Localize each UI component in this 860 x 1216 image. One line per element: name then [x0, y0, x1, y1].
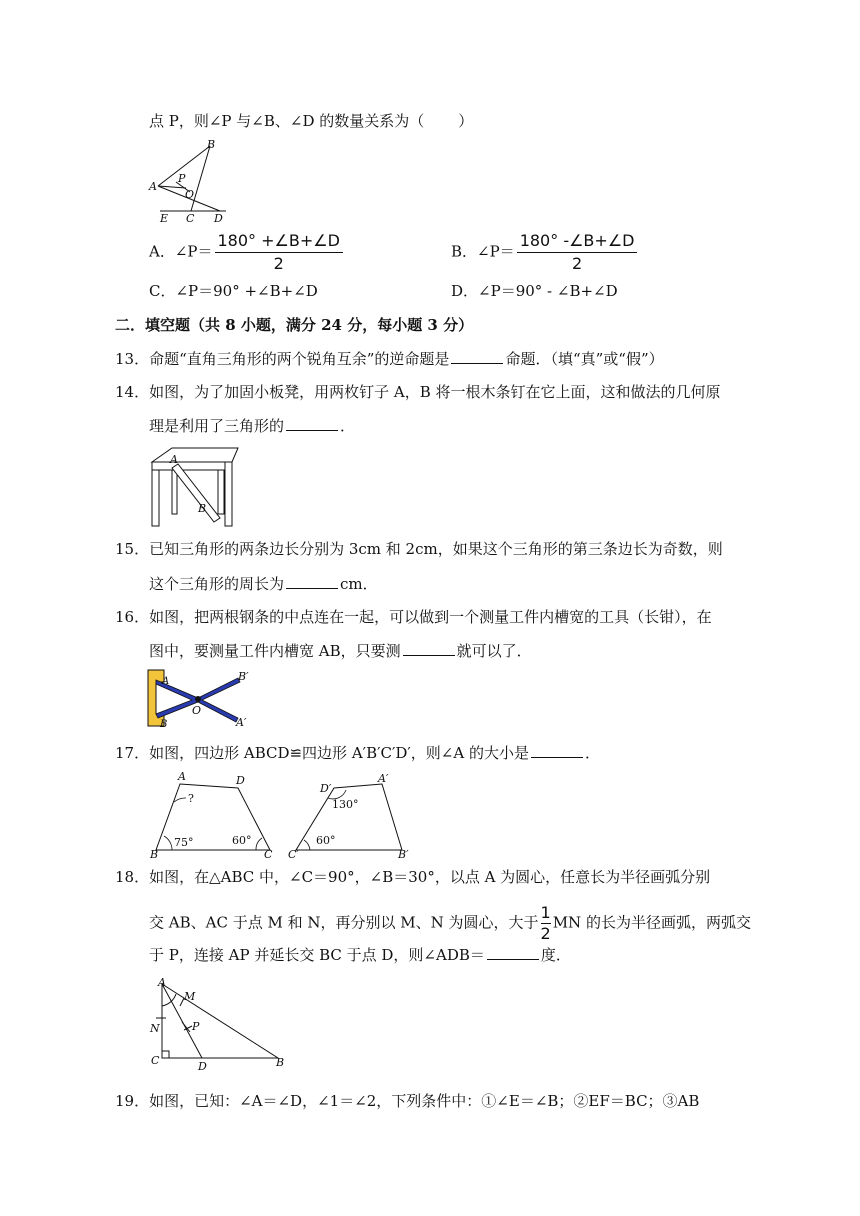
answer-blank	[531, 743, 583, 758]
q18-triangle-figure	[146, 978, 290, 1072]
svg-text:D: D	[214, 212, 223, 225]
q12-stem: 点 P，则∠P 与∠B、∠D 的数量关系为（ ）	[149, 112, 474, 130]
q16-line1: 16．如图，把两根钢条的中点连在一起，可以做到一个测量工件内槽宽的工具（长钳），在	[115, 608, 712, 626]
q12-option-c: C．∠P＝90° +∠B+∠D	[149, 282, 318, 300]
q17: 17．如图，四边形 ABCD≌四边形 A′B′C′D′，则∠A 的大小是 ．	[115, 744, 600, 762]
q18-line1: 18．如图，在△ABC 中，∠C＝90°，∠B＝30°，以点 A 为圆心，任意长为半径画弧分别	[115, 868, 711, 886]
answer-blank	[487, 945, 539, 960]
svg-text:C′: C′	[288, 848, 299, 860]
q13: 13．命题“直角三角形的两个锐角互余”的逆命题是 命题．（填“真”或“假”）	[115, 350, 664, 368]
q16-calipers-figure	[146, 668, 254, 730]
answer-blank	[286, 416, 338, 431]
svg-text:O: O	[192, 704, 202, 717]
q15-line1: 15．已知三角形的两条边长分别为 3cm 和 2cm，如果这个三角形的第三条边长为奇数，则	[115, 540, 723, 558]
svg-text:B: B	[160, 719, 168, 730]
svg-text:?: ?	[188, 792, 194, 805]
section-heading: 二．填空题（共 8 小题，满分 24 分，每小题 3 分）	[115, 316, 474, 334]
svg-text:C: C	[186, 212, 195, 225]
svg-text:D′: D′	[320, 782, 332, 795]
svg-text:O: O	[185, 188, 195, 201]
answer-blank	[403, 641, 455, 656]
svg-text:A′: A′	[378, 772, 389, 785]
svg-text:B: B	[207, 138, 216, 151]
svg-text:B′: B′	[238, 670, 249, 683]
svg-text:M: M	[184, 990, 196, 1003]
svg-text:A: A	[162, 676, 170, 687]
q17-quad-figure-1	[146, 770, 282, 860]
q14-line1: 14．如图，为了加固小板凳，用两枚钉子 A，B 将一根木条钉在它上面，这和做法的几何原	[115, 383, 721, 401]
svg-text:D: D	[236, 774, 245, 787]
q12-option-d: D．∠P＝90° - ∠B+∠D	[451, 282, 618, 300]
svg-text:130°: 130°	[332, 798, 359, 811]
svg-text:B: B	[276, 1056, 285, 1069]
answer-blank	[451, 349, 503, 364]
q17-quad-figure-2	[286, 770, 416, 860]
q15-line2: 这个三角形的周长为 cm．	[149, 575, 378, 593]
answer-blank	[286, 574, 338, 589]
q12-figure	[146, 136, 232, 228]
q16-line2: 图中，要测量工件内槽宽 AB，只要测 就可以了．	[149, 642, 532, 660]
svg-text:P: P	[178, 172, 186, 185]
svg-text:B: B	[198, 502, 207, 515]
svg-text:75°: 75°	[174, 836, 194, 849]
svg-text:E: E	[160, 212, 169, 225]
svg-text:60°: 60°	[232, 834, 252, 847]
q18-line2: 交 AB、AC 于点 M 和 N，再分别以 M、N 为圆心，大于 $\frac{1}{2}$ MN 的长为半径画弧，两弧交	[149, 903, 751, 943]
svg-text:60°: 60°	[316, 834, 336, 847]
q14-line2: 理是利用了三角形的 ．	[149, 417, 356, 435]
q19-line1: 19．如图，已知：∠A＝∠D，∠1＝∠2，下列条件中：①∠E＝∠B；②EF＝BC；③AB	[115, 1092, 700, 1110]
q14-stool-figure	[146, 444, 240, 528]
svg-text:A: A	[170, 453, 178, 466]
svg-text:A: A	[149, 180, 157, 193]
svg-text:B′: B′	[398, 848, 409, 860]
q12-option-a: A．∠P＝ $\frac{180^\circ +\angle B+\angle D}{2}$	[149, 230, 345, 275]
q18-line3: 于 P，连接 AP 并延长交 BC 于点 D，则∠ADB＝ 度．	[149, 946, 571, 964]
svg-text:D: D	[198, 1060, 207, 1072]
svg-text:C: C	[264, 848, 273, 860]
svg-text:A: A	[178, 770, 186, 783]
fraction-one-half: $\frac{1}{2}$	[540, 903, 551, 943]
svg-text:B: B	[150, 848, 159, 860]
svg-text:N: N	[150, 1022, 160, 1035]
svg-text:P: P	[192, 1020, 200, 1033]
svg-text:C: C	[151, 1054, 160, 1067]
svg-text:A: A	[158, 978, 166, 989]
svg-text:A′: A′	[236, 716, 247, 729]
q12-option-b: B．∠P＝ $\frac{180^\circ -\angle B+\angle D}{2}$	[451, 230, 639, 275]
